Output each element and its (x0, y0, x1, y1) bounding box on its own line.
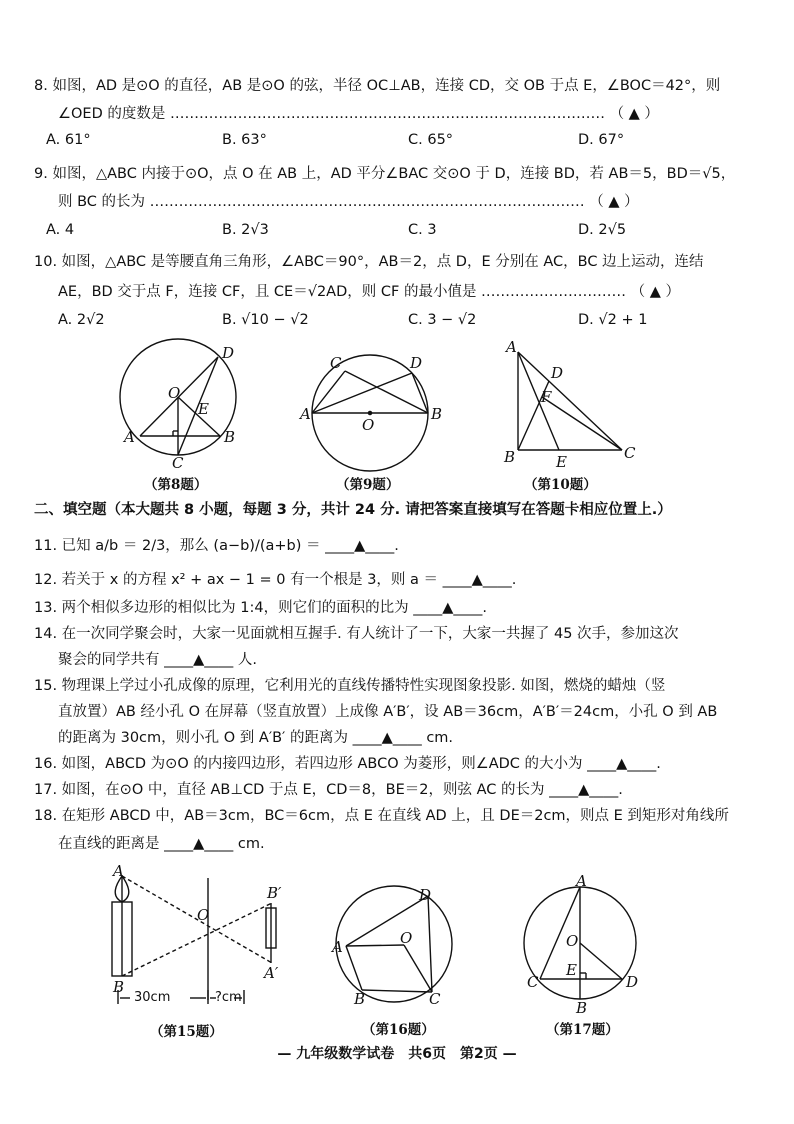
q8-option-b: B. 63° (222, 132, 267, 148)
fig15-dist2: ?cm (215, 990, 242, 1005)
svg-text:C: C (429, 990, 441, 1008)
svg-text:B: B (576, 999, 588, 1017)
q11: 11. 已知 a/b ＝ 2/3，那么 (a−b)/(a+b) ＝ ____▲____. (34, 538, 399, 554)
svg-text:B: B (431, 405, 443, 423)
q10-line1: 10. 如图，△ABC 是等腰直角三角形，∠ABC＝90°，AB＝2，点 D，E 分别在 AC，BC 边上运动，连结 (34, 254, 704, 270)
svg-text:B: B (224, 428, 236, 446)
q8-line1: 8. 如图，AD 是⊙O 的直径，AB 是⊙O 的弦，半径 OC⊥AB，连接 CD，交 OB 于点 E，∠BOC＝42°，则 (34, 78, 721, 94)
q9-option-b: B. 2√3 (222, 222, 269, 238)
fig15-dist1: 30cm (134, 990, 171, 1005)
q15-line1: 15. 物理课上学过小孔成像的原理，它利用光的直线传播特性实现图象投影. 如图，燃烧的蜡烛（竖 (34, 678, 666, 694)
q8-option-c: C. 65° (408, 132, 454, 148)
svg-text:F: F (541, 388, 552, 406)
q9-option-c: C. 3 (408, 222, 437, 238)
caption-fig10: （第10题） (524, 477, 597, 493)
caption-fig15: （第15题） (150, 1024, 223, 1040)
svg-text:A: A (576, 872, 587, 890)
q8-option-d: D. 67° (578, 132, 625, 148)
q12: 12. 若关于 x 的方程 x² + ax − 1 = 0 有一个根是 3，则 a ＝ ____▲____. (34, 572, 517, 588)
q10-option-c: C. 3 − √2 (408, 312, 477, 328)
figure-q9 (298, 354, 442, 471)
q15-line3: 的距离为 30cm，则小孔 O 到 A′B′ 的距离为 ____▲____ cm. (58, 730, 454, 746)
svg-text:A: A (332, 938, 343, 956)
q10-line2: AE，BD 交于点 F，连接 CF，且 CE＝√2AD，则 CF 的最小值是 ………………………… （ ▲ ） (58, 284, 681, 300)
figure-q16 (330, 886, 452, 1008)
svg-text:B′: B′ (267, 884, 282, 902)
svg-text:D: D (551, 364, 564, 382)
svg-text:A: A (300, 405, 311, 423)
caption-fig16: （第16题） (362, 1022, 435, 1038)
q10-option-a: A. 2√2 (58, 312, 105, 328)
figure-q17 (524, 872, 638, 1017)
svg-text:C: C (527, 973, 539, 991)
figure-q8 (120, 339, 236, 472)
page-footer: — 九年级数学试卷 共6页 第2页 — (277, 1046, 517, 1062)
q9-option-a: A. 4 (46, 222, 75, 238)
q18-line2: 在直线的距离是 ____▲____ cm. (58, 836, 265, 852)
q14-line1: 14. 在一次同学聚会时，大家一见面就相互握手. 有人统计了一下，大家一共握了 45 次手，参加这次 (34, 626, 679, 642)
svg-text:E: E (566, 961, 577, 979)
caption-fig9: （第9题） (336, 477, 400, 493)
figure-q10 (503, 338, 636, 471)
q10-option-b: B. √10 − √2 (222, 312, 309, 328)
svg-text:A′: A′ (264, 964, 279, 982)
caption-fig8: （第8题） (144, 477, 208, 493)
svg-text:C: C (624, 444, 636, 462)
q10-option-d: D. √2 + 1 (578, 312, 648, 328)
q13: 13. 两个相似多边形的相似比为 1:4，则它们的面积的比为 ____▲____. (34, 600, 487, 616)
q9-line2: 则 BC 的长为 ……………………………………………………………………………… （ ▲ ） (58, 194, 639, 210)
q14-line2: 聚会的同学共有 ____▲____ 人. (58, 652, 257, 668)
svg-text:A: A (124, 428, 135, 446)
svg-text:E: E (198, 400, 209, 418)
svg-text:C: C (172, 454, 184, 472)
q8-line2: ∠OED 的度数是 ……………………………………………………………………………… （ ▲ ） (58, 106, 659, 122)
q18-line1: 18. 在矩形 ABCD 中，AB＝3cm，BC＝6cm，点 E 在直线 AD 上，且 DE＝2cm，则点 E 到矩形对角线所 (34, 808, 729, 824)
caption-fig17: （第17题） (546, 1022, 619, 1038)
figure-q15 (111, 862, 282, 1004)
svg-text:D: D (419, 886, 432, 904)
svg-text:C: C (330, 354, 342, 372)
section2-heading: 二、填空题（本大题共 8 小题，每题 3 分，共计 24 分. 请把答案直接填写在答题卡相应位置上.） (34, 502, 672, 518)
q9-line1: 9. 如图，△ABC 内接于⊙O，点 O 在 AB 上，AD 平分∠BAC 交⊙O 于 D，连接 BD，若 AB＝5，BD＝√5， (34, 166, 736, 182)
q9-option-d: D. 2√5 (578, 222, 627, 238)
svg-text:O: O (168, 384, 181, 402)
svg-text:O: O (400, 929, 413, 947)
svg-text:D: D (222, 344, 235, 362)
svg-text:B: B (504, 448, 516, 466)
svg-text:B: B (354, 990, 366, 1008)
svg-text:E: E (556, 453, 567, 471)
q15-line2: 直放置）AB 经小孔 O 在屏幕（竖直放置）上成像 A′B′，设 AB＝36cm，A′B′＝24cm，小孔 O 到 AB (58, 704, 718, 720)
svg-text:A: A (506, 338, 517, 356)
q8-option-a: A. 61° (46, 132, 91, 148)
svg-text:O: O (566, 932, 579, 950)
svg-text:A: A (113, 862, 124, 880)
svg-text:D: D (626, 973, 639, 991)
svg-text:O: O (362, 416, 375, 434)
q16: 16. 如图，ABCD 为⊙O 的内接四边形，若四边形 ABCO 为菱形，则∠ADC 的大小为 ____▲____. (34, 756, 661, 772)
svg-text:D: D (410, 354, 423, 372)
svg-text:B: B (113, 978, 125, 996)
q17: 17. 如图，在⊙O 中，直径 AB⊥CD 于点 E，CD＝8，BE＝2，则弦 AC 的长为 ____▲____. (34, 782, 623, 798)
svg-text:O: O (197, 906, 210, 924)
